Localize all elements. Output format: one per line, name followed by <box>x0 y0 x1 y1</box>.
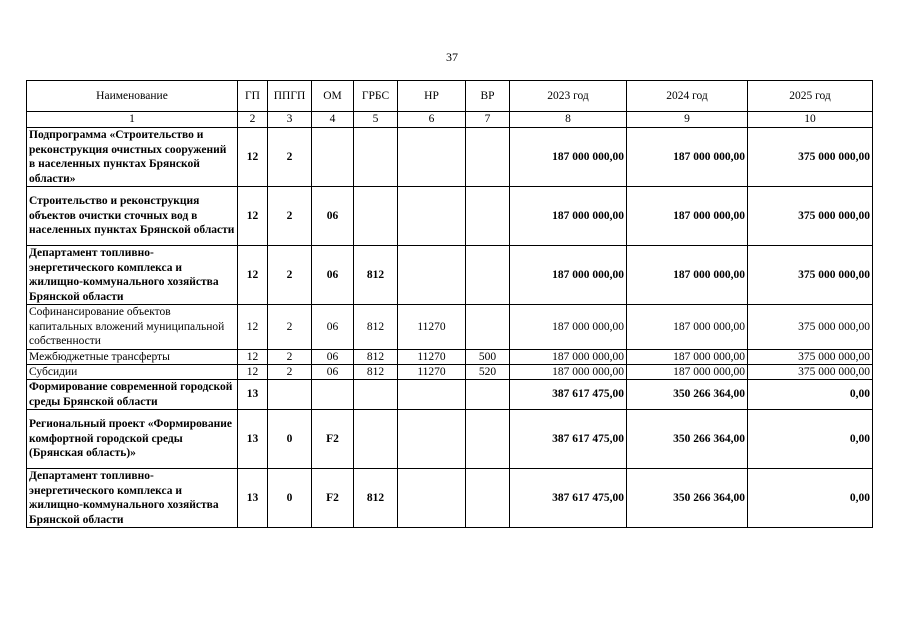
index-cell: 6 <box>398 112 466 128</box>
row-gp: 12 <box>238 187 268 246</box>
header-vr: ВР <box>466 81 510 112</box>
header-2025: 2025 год <box>748 81 873 112</box>
row-amount-2023: 187 000 000,00 <box>510 187 627 246</box>
column-index-row <box>27 112 873 128</box>
row-vr <box>466 380 510 410</box>
row-nr: 11270 <box>398 365 466 380</box>
table-row <box>27 365 873 380</box>
row-grbs: 812 <box>354 350 398 365</box>
row-vr <box>466 187 510 246</box>
row-name: Департамент топливно-энергетического комплекса и жилищно-коммунального хозяйства Брянской области <box>27 246 238 305</box>
row-gp: 12 <box>238 128 268 187</box>
row-gp: 12 <box>238 305 268 350</box>
header-2023: 2023 год <box>510 81 627 112</box>
table-row <box>27 469 873 528</box>
row-gp: 12 <box>238 246 268 305</box>
row-ppgp: 0 <box>268 410 312 469</box>
table-row <box>27 305 873 350</box>
row-ppgp: 2 <box>268 305 312 350</box>
row-om: F2 <box>312 469 354 528</box>
row-grbs <box>354 187 398 246</box>
row-ppgp <box>268 380 312 410</box>
row-ppgp: 2 <box>268 246 312 305</box>
row-nr: 11270 <box>398 305 466 350</box>
row-amount-2025: 0,00 <box>748 469 873 528</box>
row-vr <box>466 410 510 469</box>
row-name: Строительство и реконструкция объектов очистки сточных вод в населенных пунктах Брянской области <box>27 187 238 246</box>
row-nr <box>398 246 466 305</box>
row-gp: 13 <box>238 469 268 528</box>
row-amount-2025: 375 000 000,00 <box>748 246 873 305</box>
row-vr <box>466 128 510 187</box>
row-name: Департамент топливно-энергетического комплекса и жилищно-коммунального хозяйства Брянской области <box>27 469 238 528</box>
row-ppgp: 2 <box>268 350 312 365</box>
header-2024: 2024 год <box>627 81 748 112</box>
row-ppgp: 2 <box>268 365 312 380</box>
row-amount-2023: 187 000 000,00 <box>510 128 627 187</box>
row-grbs: 812 <box>354 305 398 350</box>
index-cell: 2 <box>238 112 268 128</box>
index-cell: 9 <box>627 112 748 128</box>
table-row <box>27 380 873 410</box>
row-amount-2024: 187 000 000,00 <box>627 187 748 246</box>
row-om <box>312 380 354 410</box>
row-om: 06 <box>312 187 354 246</box>
row-om <box>312 128 354 187</box>
row-amount-2024: 187 000 000,00 <box>627 365 748 380</box>
index-cell: 4 <box>312 112 354 128</box>
table-row <box>27 350 873 365</box>
index-cell: 10 <box>748 112 873 128</box>
row-amount-2025: 0,00 <box>748 380 873 410</box>
row-nr <box>398 128 466 187</box>
row-amount-2024: 187 000 000,00 <box>627 350 748 365</box>
header-ppgp: ППГП <box>268 81 312 112</box>
row-om: F2 <box>312 410 354 469</box>
table-row <box>27 410 873 469</box>
row-vr: 520 <box>466 365 510 380</box>
row-grbs: 812 <box>354 469 398 528</box>
index-cell: 8 <box>510 112 627 128</box>
row-grbs <box>354 380 398 410</box>
row-grbs: 812 <box>354 246 398 305</box>
header-grbs: ГРБС <box>354 81 398 112</box>
row-vr <box>466 469 510 528</box>
row-amount-2024: 187 000 000,00 <box>627 305 748 350</box>
row-om: 06 <box>312 350 354 365</box>
budget-table <box>26 80 873 528</box>
row-amount-2023: 187 000 000,00 <box>510 365 627 380</box>
row-name: Региональный проект «Формирование комфортной городской среды (Брянская область)» <box>27 410 238 469</box>
table-row <box>27 128 873 187</box>
row-name: Софинансирование объектов капитальных вложений муниципальной собственности <box>27 305 238 350</box>
row-amount-2025: 375 000 000,00 <box>748 128 873 187</box>
row-om: 06 <box>312 305 354 350</box>
page-number: 37 <box>446 50 458 64</box>
row-name: Межбюджетные трансферты <box>27 350 238 365</box>
row-vr <box>466 305 510 350</box>
index-cell: 5 <box>354 112 398 128</box>
row-vr <box>466 246 510 305</box>
row-vr: 500 <box>466 350 510 365</box>
row-nr <box>398 469 466 528</box>
row-amount-2024: 187 000 000,00 <box>627 128 748 187</box>
index-cell: 7 <box>466 112 510 128</box>
row-gp: 12 <box>238 365 268 380</box>
row-name: Субсидии <box>27 365 238 380</box>
row-amount-2024: 350 266 364,00 <box>627 469 748 528</box>
row-ppgp: 2 <box>268 187 312 246</box>
row-om: 06 <box>312 246 354 305</box>
row-nr <box>398 410 466 469</box>
header-nr: НР <box>398 81 466 112</box>
row-amount-2025: 375 000 000,00 <box>748 305 873 350</box>
header-row <box>27 81 873 112</box>
row-amount-2023: 387 617 475,00 <box>510 380 627 410</box>
index-cell: 1 <box>27 112 238 128</box>
row-amount-2023: 187 000 000,00 <box>510 305 627 350</box>
header-gp: ГП <box>238 81 268 112</box>
row-amount-2025: 0,00 <box>748 410 873 469</box>
row-gp: 13 <box>238 380 268 410</box>
table-row <box>27 246 873 305</box>
row-gp: 13 <box>238 410 268 469</box>
row-om: 06 <box>312 365 354 380</box>
row-grbs: 812 <box>354 365 398 380</box>
row-name: Формирование современной городской среды Брянской области <box>27 380 238 410</box>
index-cell: 3 <box>268 112 312 128</box>
row-amount-2023: 387 617 475,00 <box>510 469 627 528</box>
header-om: ОМ <box>312 81 354 112</box>
row-nr <box>398 380 466 410</box>
row-amount-2023: 187 000 000,00 <box>510 246 627 305</box>
row-amount-2023: 387 617 475,00 <box>510 410 627 469</box>
row-ppgp: 2 <box>268 128 312 187</box>
row-name: Подпрограмма «Строительство и реконструкция очистных сооружений в населенных пунктах Брянской области» <box>27 128 238 187</box>
row-ppgp: 0 <box>268 469 312 528</box>
row-amount-2025: 375 000 000,00 <box>748 187 873 246</box>
header-name: Наименование <box>27 81 238 112</box>
row-amount-2025: 375 000 000,00 <box>748 350 873 365</box>
row-amount-2023: 187 000 000,00 <box>510 350 627 365</box>
row-grbs <box>354 410 398 469</box>
row-amount-2024: 350 266 364,00 <box>627 380 748 410</box>
table-row <box>27 187 873 246</box>
row-nr: 11270 <box>398 350 466 365</box>
row-nr <box>398 187 466 246</box>
row-gp: 12 <box>238 350 268 365</box>
row-amount-2025: 375 000 000,00 <box>748 365 873 380</box>
row-amount-2024: 350 266 364,00 <box>627 410 748 469</box>
row-amount-2024: 187 000 000,00 <box>627 246 748 305</box>
row-grbs <box>354 128 398 187</box>
